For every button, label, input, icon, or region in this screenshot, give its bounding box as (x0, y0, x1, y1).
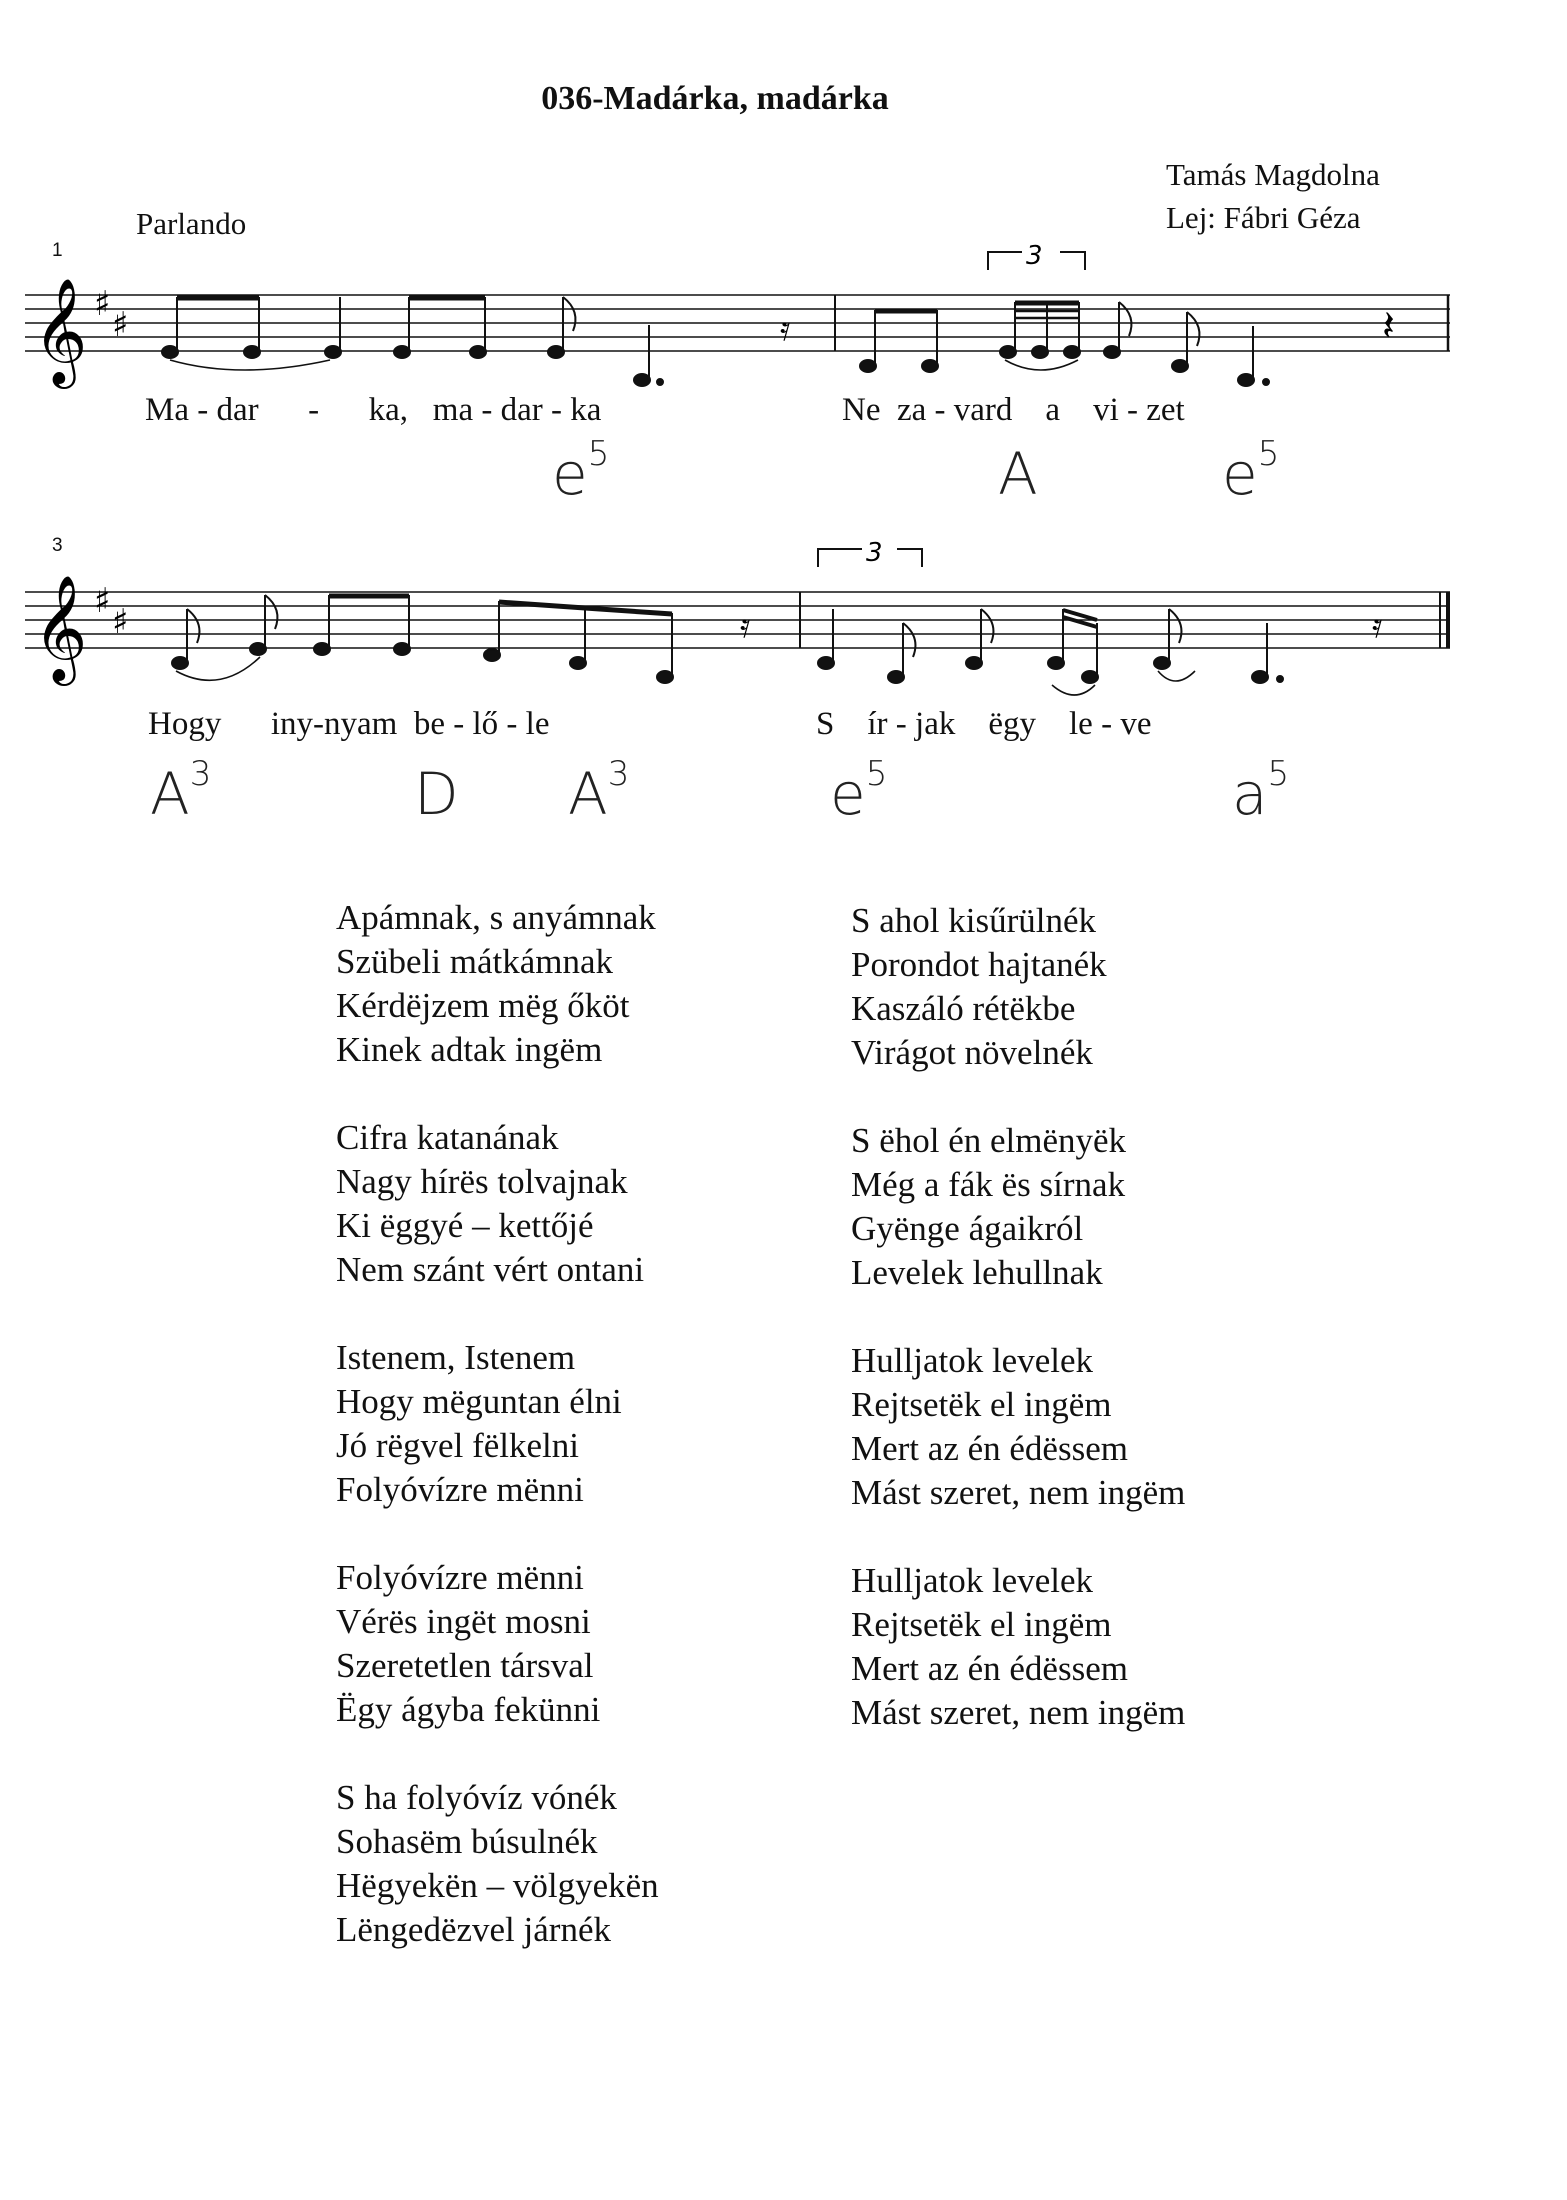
music-credit: Lej: Fábri Géza (1166, 200, 1361, 235)
page-title: 036-Madárka, madárka (541, 80, 889, 117)
verse-line: Porondot hajtanék (851, 945, 1107, 984)
stanza (851, 1559, 1185, 1735)
verse-line: Kinek adtak ingëm (336, 1030, 603, 1069)
verse-line: Hëgyekën – völgyekën (336, 1866, 659, 1905)
verse-line: Hogy mëguntan élni (336, 1382, 622, 1421)
verse-line: Még a fák ës sírnak (851, 1165, 1126, 1204)
verse-line: Folyóvízre mënni (336, 1470, 584, 1509)
stanza (336, 1336, 659, 1512)
stanza (851, 1339, 1185, 1515)
staff-2 (0, 535, 1567, 735)
chord-symbol: D (414, 760, 459, 828)
chord-symbol: $A^3$ (150, 754, 212, 828)
treble-clef-icon: 𝄞 (33, 574, 88, 681)
sharp-icon: ♯ (94, 581, 111, 621)
stanza (851, 899, 1185, 1075)
quarter-rest-icon: 𝄽 (1382, 301, 1395, 350)
rest-icon: 𝄿 (780, 309, 791, 349)
music-system-1 (0, 240, 1567, 570)
verse-line: Gyënge ágaikról (851, 1209, 1084, 1248)
verses-left-column (336, 896, 659, 1996)
verse-line: Mert az én édëssem (851, 1429, 1128, 1468)
verse-line: Hulljatok levelek (851, 1561, 1094, 1600)
verse-line: Szübeli mátkámnak (336, 942, 614, 981)
verse-line: Ki ëggyé – kettőjé (336, 1206, 594, 1245)
verse-line: Mást szeret, nem ingëm (851, 1473, 1186, 1512)
lyric-line-1b: Ne za - vard a vi - zet (842, 392, 1185, 428)
verse-line: Szeretetlen társval (336, 1646, 594, 1685)
chord-symbol: $A^3$ (568, 754, 630, 828)
measure-number: 1 (52, 240, 63, 261)
chord-symbol: $e^5$ (1222, 434, 1280, 508)
verse-line: Kaszáló rétëkbe (851, 989, 1076, 1028)
composer-credits (1166, 153, 1380, 239)
music-system-2 (0, 535, 1567, 865)
verse-line: Sohasëm búsulnék (336, 1822, 598, 1861)
stanza (336, 896, 659, 1072)
lyric-line-2b: S ír - jak ëgy le - ve (816, 706, 1152, 742)
stanza (336, 1556, 659, 1732)
verse-line: Mert az én édëssem (851, 1649, 1128, 1688)
chord-symbol: $e^5$ (552, 434, 610, 508)
verse-line: Apámnak, s anyámnak (336, 898, 656, 937)
verse-line: Istenem, Istenem (336, 1338, 576, 1377)
verse-line: Jó rëgvel fëlkelni (336, 1426, 579, 1465)
verse-line: Nagy hírës tolvajnak (336, 1162, 628, 1201)
author-name: Tamás Magdolna (1166, 157, 1380, 192)
verse-line: Rejtsetëk el ingëm (851, 1605, 1112, 1644)
verse-line: Levelek lehullnak (851, 1253, 1103, 1292)
verse-line: Vérës ingët mosni (336, 1602, 591, 1641)
sharp-icon: ♯ (94, 284, 111, 324)
chord-symbol: $a^5$ (1232, 754, 1290, 828)
verse-line: Cifra katanának (336, 1118, 559, 1157)
verse-line: S ha folyóvíz vónék (336, 1778, 617, 1817)
sharp-icon: ♯ (112, 602, 129, 642)
verse-line: Ëgy ágyba fekünni (336, 1690, 601, 1729)
lyric-line-1: Ma - dar - ka, ma - dar - ka (145, 392, 602, 428)
chord-symbol: A (998, 440, 1038, 508)
chord-symbol: $e^5$ (830, 754, 888, 828)
verse-line: Nem szánt vért ontani (336, 1250, 645, 1289)
stanza (336, 1116, 659, 1292)
measure-number: 3 (52, 535, 63, 556)
stanza (851, 1119, 1185, 1295)
tempo-marking: Parlando (136, 206, 247, 241)
verse-line: S ëhol én elmënyëk (851, 1121, 1127, 1160)
rest-icon: 𝄿 (740, 606, 751, 646)
verse-line: S ahol kisűrülnék (851, 901, 1096, 940)
treble-clef-icon: 𝄞 (33, 277, 88, 384)
verse-line: Lëngedëzvel járnék (336, 1910, 611, 1949)
lyric-line-2: Hogy iny-nyam be - lő - le (148, 706, 550, 742)
rest-icon: 𝄿 (1372, 606, 1383, 646)
verse-line: Kérdëjzem mëg őköt (336, 986, 630, 1025)
sharp-icon: ♯ (112, 305, 129, 345)
tuplet-number: 3 (1026, 241, 1043, 271)
verse-line: Folyóvízre mënni (336, 1558, 584, 1597)
tuplet-number: 3 (866, 538, 883, 568)
verse-line: Mást szeret, nem ingëm (851, 1693, 1186, 1732)
verse-line: Virágot növelnék (851, 1033, 1093, 1072)
verses-right-column (851, 899, 1185, 1779)
verse-line: Rejtsetëk el ingëm (851, 1385, 1112, 1424)
stanza (336, 1776, 659, 1952)
verse-line: Hulljatok levelek (851, 1341, 1094, 1380)
